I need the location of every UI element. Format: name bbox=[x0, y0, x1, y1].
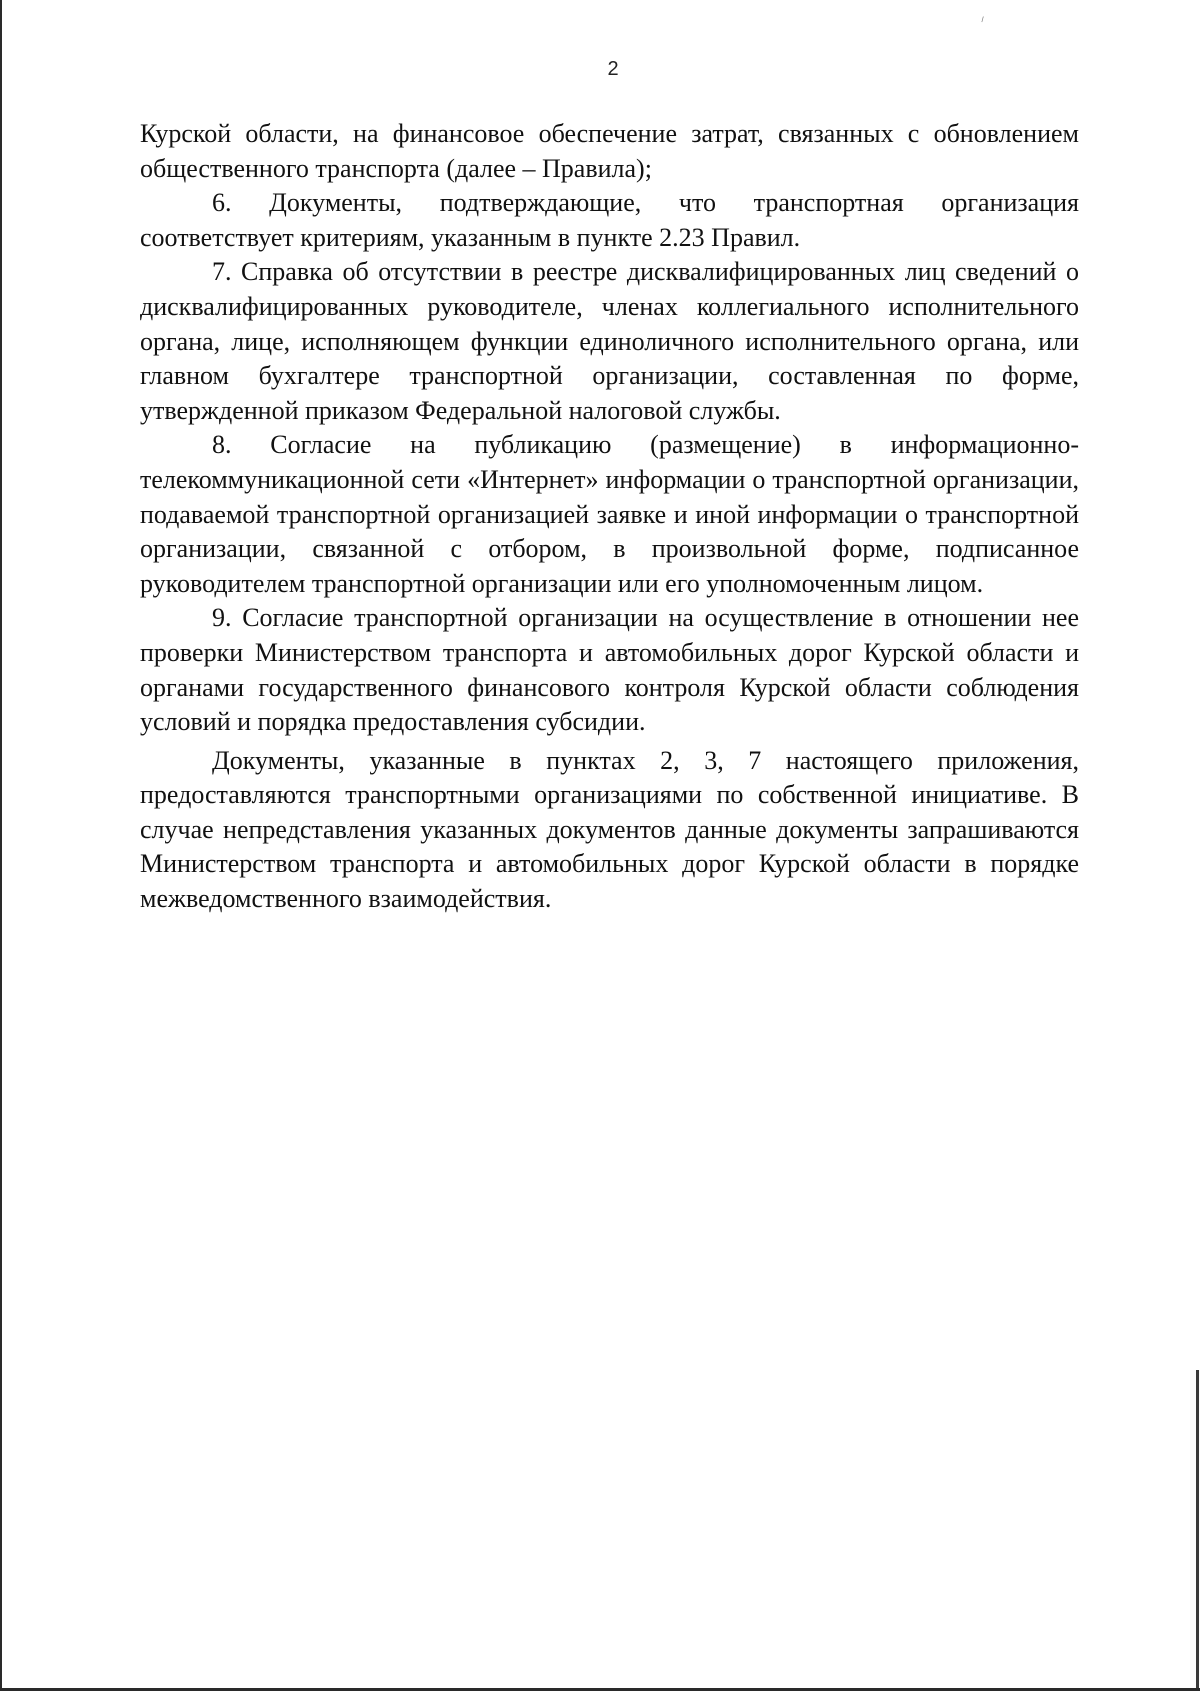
paragraph-continuation: Курской области, на финансовое обеспечение затрат, связанных с обновлением общественного транспорта (далее – Правила); bbox=[140, 119, 1079, 183]
scan-border-right bbox=[1196, 1370, 1199, 1691]
paragraph-item-6: 6. Документы, подтверждающие, что транспортная организация соответствует критериям, указанным в пункте 2.23 Правил. bbox=[140, 188, 1079, 252]
scan-mark: ⸝ bbox=[975, 9, 988, 25]
paragraph-item-9: 9. Согласие транспортной организации на осуществление в отношении нее проверки Министерством транспорта и автомобильных дорог Курской области и органами государственного финансового контроля Курской области соблюдения условий и порядка предоставления субсидии. bbox=[140, 603, 1079, 737]
paragraph-item-8: 8. Согласие на публикацию (размещение) в информационно-телекоммуникационной сети «Интернет» информации о транспортной организации, подаваемой транспортной организацией заявке и иной информации о транспортной организации, связанной с отбором, в произвольной форме, подписанное руководителем транспортной организации или его уполномоченным лицом. bbox=[140, 430, 1079, 598]
document-body bbox=[140, 117, 1079, 917]
page-number: 2 bbox=[607, 58, 619, 80]
scan-border-left bbox=[0, 0, 2, 1691]
paragraph-item-7: 7. Справка об отсутствии в реестре дисквалифицированных лиц сведений о дисквалифицированных руководителе, членах коллегиального исполнительного органа, лице, исполняющем функции единоличного исполнительного органа, или главном бухгалтере транспортной организации, составленная по форме, утвержденной приказом Федеральной налоговой службы. bbox=[140, 257, 1079, 425]
paragraph-closing: Документы, указанные в пунктах 2, 3, 7 настоящего приложения, предоставляются транспортными организациями по собственной инициативе. В случае непредставления указанных документов данные документы запрашиваются Министерством транспорта и автомобильных дорог Курской области в порядке межведомственного взаимодействия. bbox=[140, 745, 1079, 914]
